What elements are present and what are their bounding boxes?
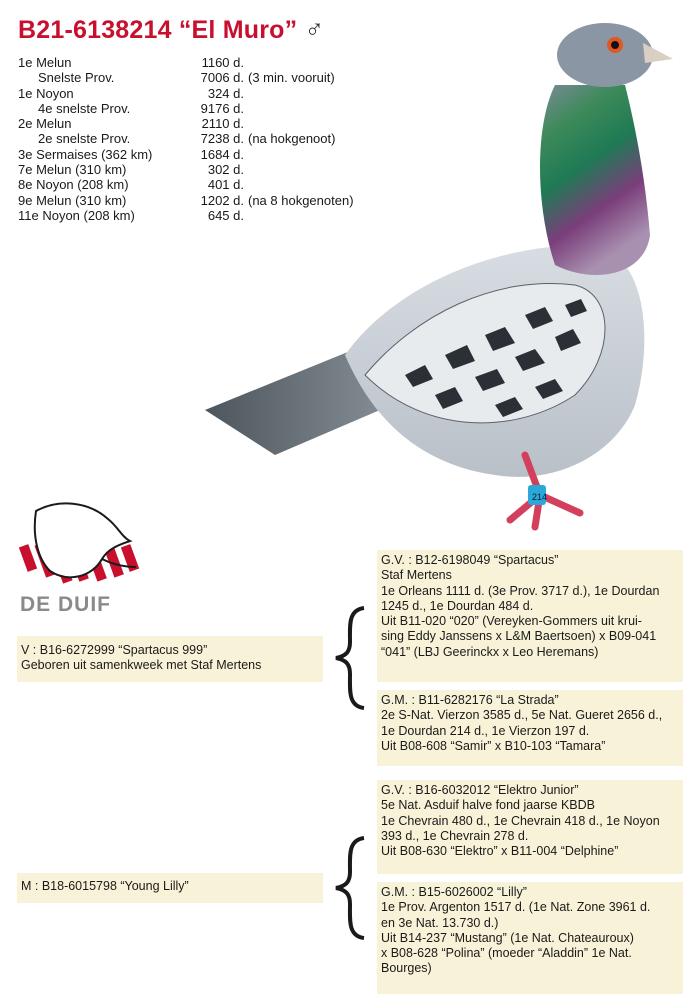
result-value: 1684 d.: [200, 146, 244, 162]
mother-gm-box: [377, 882, 683, 994]
father-gv-line: “041” (LBJ Geerinckx x Leo Heremans): [381, 644, 599, 659]
beak-shape: [643, 43, 673, 63]
pigeon-name: B21-6138214 “El Muro”: [18, 16, 298, 44]
father-ring: V : B16-6272999 “Spartacus 999”: [21, 643, 208, 657]
pigeon-photo: [195, 15, 695, 540]
result-value: 324 d.: [207, 85, 244, 101]
result-label: 8e Noyon (208 km): [18, 177, 129, 193]
male-symbol-icon: ♂: [304, 14, 325, 44]
result-label: 3e Sermaises (362 km): [18, 146, 153, 162]
result-label: 1e Melun: [18, 55, 72, 70]
father-gm-line: 1e Dourdan 214 d., 1e Vierzon 197 d.: [381, 723, 590, 738]
brace-father-icon: [330, 606, 370, 710]
father-gm-line: 2e S-Nat. Vierzon 3585 d., 5e Nat. Gueret 2656 d.,: [381, 708, 663, 723]
result-value: 7006 d.: [200, 70, 244, 86]
mother-gv-line: Uit B08-630 “Elektro” x B11-004 “Delphine”: [381, 844, 619, 859]
result-label: 1e Noyon: [18, 85, 74, 101]
mother-gv-line: G.V. : B16-6032012 “Elektro Junior”: [381, 783, 579, 797]
mother-ring: M : B18-6015798 “Young Lilly”: [21, 879, 189, 893]
father-gv-line: 1e Orleans 1111 d. (3e Prov. 3717 d.), 1e Dourdan: [381, 583, 660, 598]
head-shape: [557, 23, 653, 87]
logo-text: DE DUIF: [20, 593, 111, 616]
neck-shape: [540, 85, 650, 275]
mother-gv-line: 1e Chevrain 480 d., 1e Chevrain 418 d., 1e Noyon: [381, 813, 660, 828]
result-value: 302 d.: [207, 162, 244, 178]
result-value: 1160 d.: [201, 55, 244, 70]
result-value: 9176 d.: [200, 100, 244, 116]
mother-gm-line: 1e Prov. Argenton 1517 d. (1e Nat. Zone 3961 d.: [381, 900, 651, 915]
result-value: 2110 d.: [201, 116, 244, 132]
result-note: (na 8 hokgenoten): [248, 192, 354, 208]
mother-gm-line: Bourges): [381, 961, 432, 976]
svg-text:214: 214: [532, 492, 548, 502]
father-gm-line: G.M. : B11-6282176 “La Strada”: [381, 693, 559, 707]
result-value: 1202 d.: [200, 192, 244, 208]
mother-gm-line: G.M. : B15-6026002 “Lilly”: [381, 885, 527, 899]
result-value: 7238 d.: [200, 131, 244, 147]
mother-gm-line: en 3e Nat. 13.730 d.): [381, 915, 499, 930]
result-label: 2e snelste Prov.: [38, 131, 131, 147]
father-gv-line: Staf Mertens: [381, 568, 452, 583]
result-label: 9e Melun (310 km): [18, 192, 127, 208]
father-gv-line: sing Eddy Janssens x L&M Baertsoen) x B09-041: [381, 629, 657, 644]
result-label: 7e Melun (310 km): [18, 162, 127, 178]
result-value: 645 d.: [207, 207, 244, 223]
father-note: Geboren uit samenkweek met Staf Mertens: [21, 658, 262, 673]
result-label: 11e Noyon (208 km): [18, 207, 135, 223]
brace-mother-icon: [330, 836, 370, 940]
father-gv-box: [377, 550, 683, 682]
result-note: (na hokgenoot): [248, 131, 336, 147]
result-label: 2e Melun: [18, 116, 72, 132]
father-gm-box: [377, 690, 683, 766]
result-note: (3 min. vooruit): [248, 70, 335, 86]
father-gm-line: Uit B08-608 “Samir” x B10-103 “Tamara”: [381, 738, 606, 753]
father-gv-line: G.V. : B12-6198049 “Spartacus”: [381, 553, 559, 567]
mother-gm-line: Uit B14-237 “Mustang” (1e Nat. Chateauroux): [381, 930, 634, 945]
father-gv-line: 1245 d., 1e Dourdan 484 d.: [381, 598, 534, 613]
mother-gv-line: 393 d., 1e Chevrain 278 d.: [381, 828, 529, 843]
father-box: [17, 636, 323, 682]
mother-gm-line: x B08-628 “Polina” (moeder “Aladdin” 1e Nat.: [381, 946, 632, 961]
mother-gv-box: [377, 780, 683, 874]
result-label: 4e snelste Prov.: [38, 100, 131, 116]
father-gv-line: Uit B11-020 “020” (Vereyken-Gommers uit krui-: [381, 614, 642, 629]
result-value: 401 d.: [207, 177, 244, 193]
mother-gv-line: 5e Nat. Asduif halve fond jaarse KBDB: [381, 798, 596, 813]
result-label: Snelste Prov.: [38, 70, 115, 86]
mother-box: [17, 873, 323, 903]
